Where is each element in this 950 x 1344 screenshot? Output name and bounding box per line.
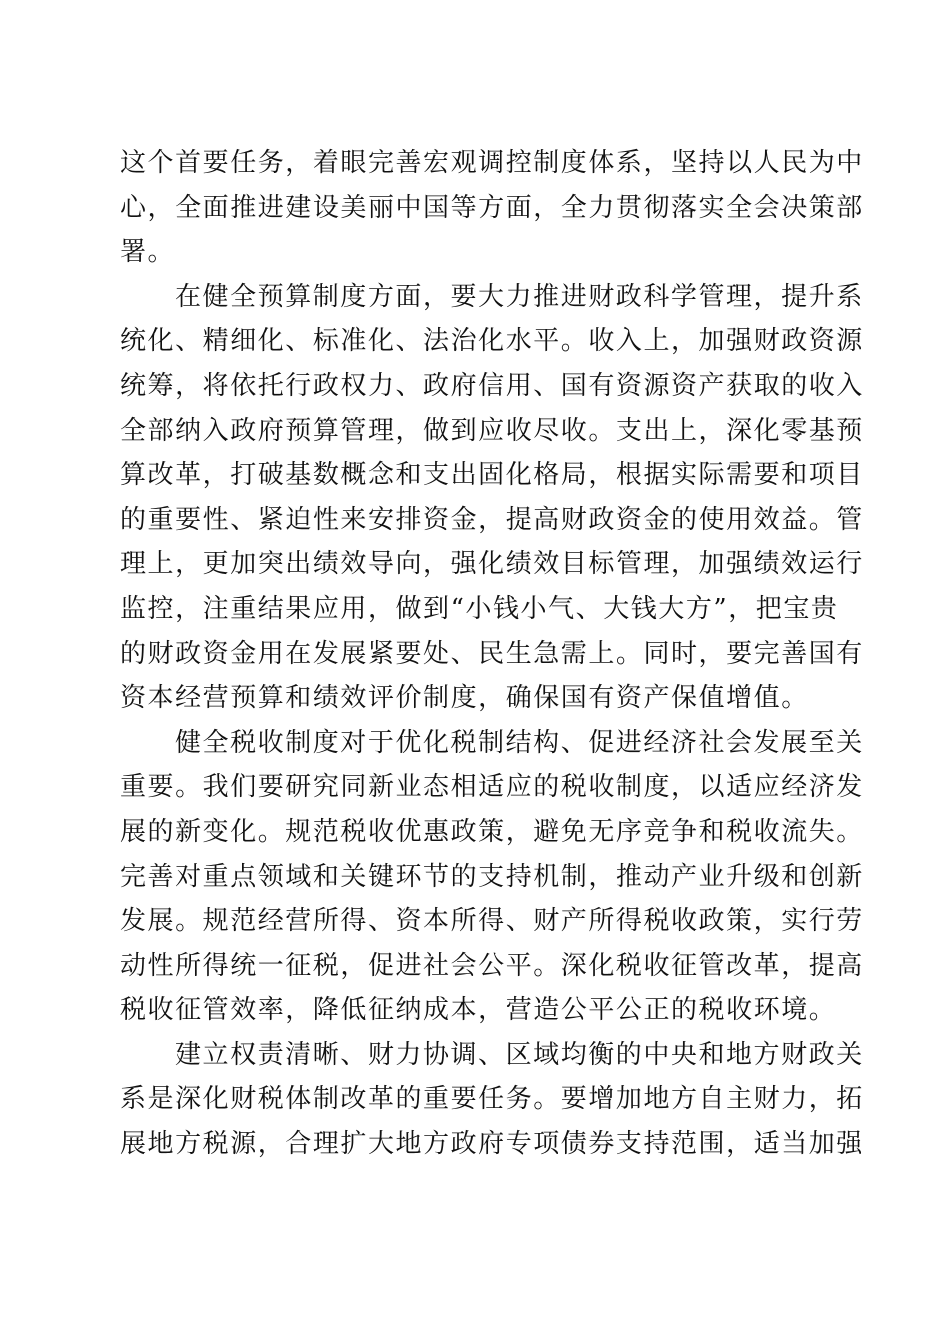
text-line: 税收征管效率，降低征纳成本，营造公平公正的税收环境。 <box>120 995 837 1026</box>
text-line: 算改革，打破基数概念和支出固化格局，根据实际需要和项目 <box>120 460 864 491</box>
paragraph-2 <box>120 275 864 721</box>
paragraph-3 <box>120 721 864 1033</box>
paragraph-1 <box>120 141 864 275</box>
text-line: 这个首要任务，着眼完善宏观调控制度体系，坚持以人民为中 <box>120 148 864 178</box>
text-line: 统筹，将依托行政权力、政府信用、国有资源资产获取的收入 <box>120 370 864 401</box>
text-line: 动性所得统一征税，促进社会公平。深化税收征管改革，提高 <box>120 950 864 981</box>
text-line: 署。 <box>120 237 176 268</box>
text-line: 心，全面推进建设美丽中国等方面，全力贯彻落实全会决策部 <box>120 192 864 223</box>
text-line: 在健全预算制度方面，要大力推进财政科学管理，提升系 <box>175 281 864 312</box>
text-line: 健全税收制度对于优化税制结构、促进经济社会发展至关 <box>175 727 864 758</box>
text-line: 全部纳入政府预算管理，做到应收尽收。支出上，深化零基预 <box>120 415 864 446</box>
text-line: 监控，注重结果应用，做到“小钱小气、大钱大方”，把宝贵 <box>120 593 839 624</box>
text-line: 理上，更加突出绩效导向，强化绩效目标管理，加强绩效运行 <box>120 549 864 580</box>
text-line: 重要。我们要研究同新业态相适应的税收制度，以适应经济发 <box>120 772 864 803</box>
text-line: 的重要性、紧迫性来安排资金，提高财政资金的使用效益。管 <box>120 504 864 535</box>
text-line: 发展。规范经营所得、资本所得、财产所得税收政策，实行劳 <box>120 906 864 937</box>
text-line: 系是深化财税体制改革的重要任务。要增加地方自主财力，拓 <box>120 1084 864 1115</box>
text-line: 建立权责清晰、财力协调、区域均衡的中央和地方财政关 <box>175 1039 864 1070</box>
text-line: 展的新变化。规范税收优惠政策，避免无序竞争和税收流失。 <box>120 816 864 847</box>
text-line: 统化、精细化、标准化、法治化水平。收入上，加强财政资源 <box>120 326 864 357</box>
paragraph-4 <box>120 1033 864 1167</box>
text-line: 的财政资金用在发展紧要处、民生急需上。同时，要完善国有 <box>120 638 864 669</box>
text-line: 完善对重点领域和关键环节的支持机制，推动产业升级和创新 <box>120 861 864 892</box>
text-line: 资本经营预算和绩效评价制度，确保国有资产保值增值。 <box>120 683 809 714</box>
text-line: 展地方税源，合理扩大地方政府专项债券支持范围，适当加强 <box>120 1129 864 1160</box>
document-body <box>120 141 864 1167</box>
